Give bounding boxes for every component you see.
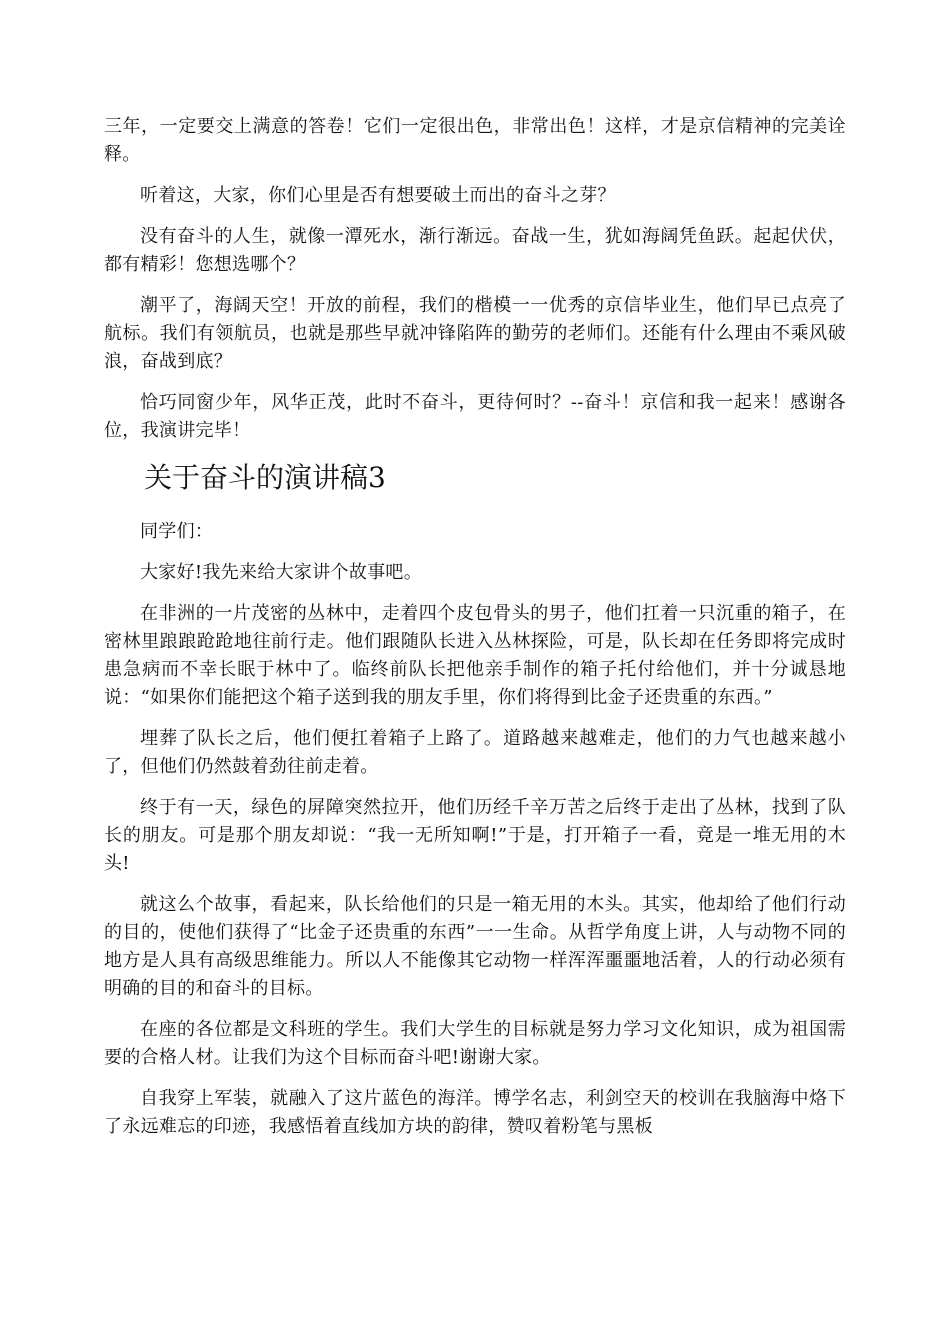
paragraph: 潮平了，海阔天空！开放的前程，我们的楷模一一优秀的京信毕业生，他们早已点亮了航标。我们有领航员，也就是那些早就冲锋陷阵的勤劳的老师们。还能有什么理由不乘风破浪，奋战到底？ [104, 295, 846, 372]
section-title: 关于奋斗的演讲稿3 [144, 461, 386, 494]
paragraph: 自我穿上军装，就融入了这片蓝色的海洋。博学名志，利剑空天的校训在我脑海中烙下了永远难忘的印迹，我感悟着直线加方块的韵律，赞叹着粉笔与黑板 [104, 1088, 846, 1137]
paragraph: 恰巧同窗少年，风华正茂，此时不奋斗，更待何时？--奋斗！京信和我一起来！感谢各位，我演讲完毕！ [104, 392, 846, 441]
paragraph: 大家好!我先来给大家讲个故事吧。 [140, 562, 423, 583]
paragraph: 在座的各位都是文科班的学生。我们大学生的目标就是努力学习文化知识，成为祖国需要的合格人材。让我们为这个目标而奋斗吧!谢谢大家。 [104, 1019, 846, 1068]
document-page [104, 113, 846, 1154]
paragraph: 在非洲的一片茂密的丛林中，走着四个皮包骨头的男子，他们扛着一只沉重的箱子，在密林里踉踉跄跄地往前行走。他们跟随队长进入丛林探险，可是，队长却在任务即将完成时患急病而不幸长眠于林中了。临终前队长把他亲手制作的箱子托付给他们，并十分诚恳地说：“如果你们能把这个箱子送到我的朋友手里，你们将得到比金子还贵重的东西。” [104, 603, 846, 708]
paragraph: 埋葬了队长之后，他们便扛着箱子上路了。道路越来越难走，他们的力气也越来越小了，但他们仍然鼓着劲往前走着。 [104, 728, 846, 777]
paragraph: 没有奋斗的人生，就像一潭死水，渐行渐远。奋战一生，犹如海阔凭鱼跃。起起伏伏，都有精彩！您想选哪个？ [104, 226, 846, 275]
paragraph: 三年，一定要交上满意的答卷！它们一定很出色，非常出色！这样，才是京信精神的完美诠释。 [104, 116, 846, 165]
paragraph: 终于有一天，绿色的屏障突然拉开，他们历经千辛万苦之后终于走出了丛林，找到了队长的朋友。可是那个朋友却说：“我一无所知啊!”于是，打开箱子一看，竟是一堆无用的木头! [104, 797, 846, 874]
paragraph: 听着这，大家，你们心里是否有想要破土而出的奋斗之芽？ [140, 185, 616, 206]
paragraph: 就这么个故事，看起来，队长给他们的只是一箱无用的木头。其实，他却给了他们行动的目的，使他们获得了“比金子还贵重的东西”一一生命。从哲学角度上讲，人与动物不同的地方是人具有高级思维能力。所以人不能像其它动物一样浑浑噩噩地活着，人的行动必须有明确的目的和奋斗的目标。 [104, 894, 846, 999]
paragraph: 同学们： [140, 521, 214, 542]
